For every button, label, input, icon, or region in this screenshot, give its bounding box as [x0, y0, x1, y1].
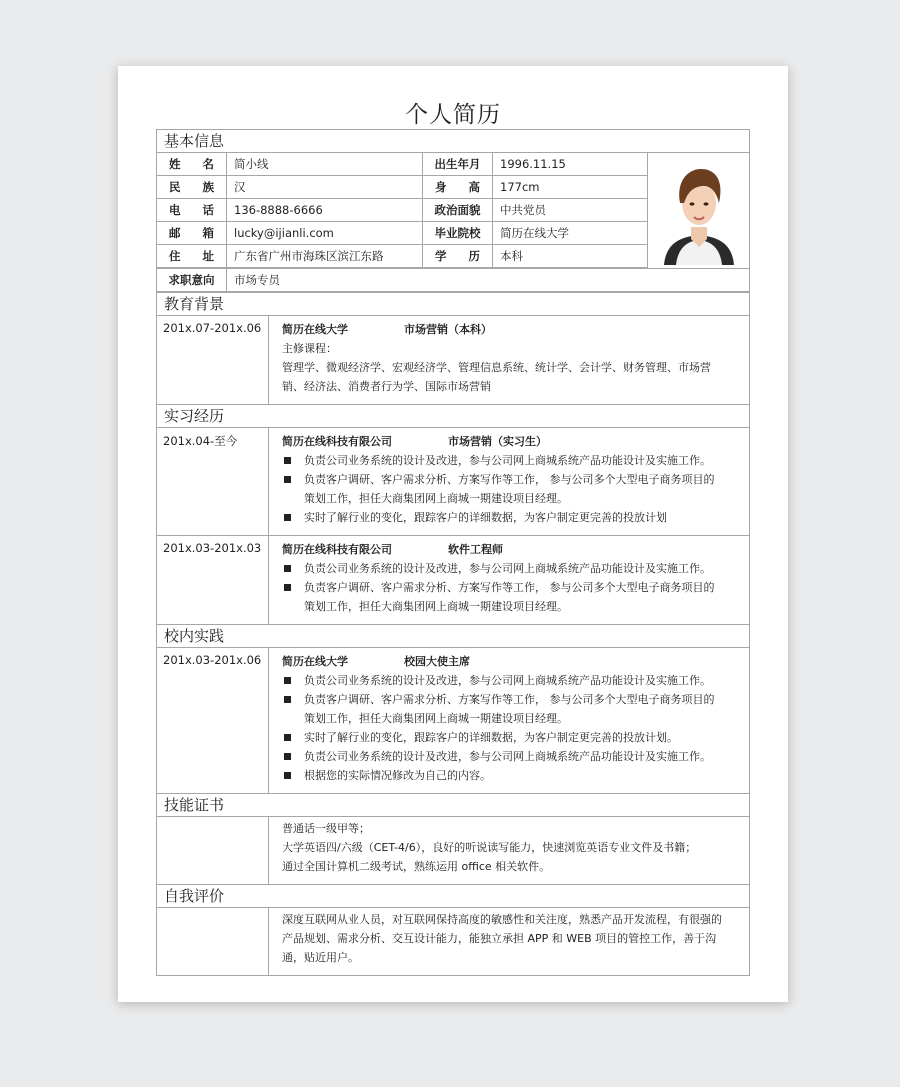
entry-body	[269, 648, 749, 793]
entry-header	[282, 540, 743, 559]
political-label: 政治面貌	[423, 199, 493, 221]
entry-line: 产品规划、需求分析、交互设计能力，能独立承担 APP 和 WEB 项目的管控工作，善于沟	[282, 932, 717, 945]
bullet-item: 负责客户调研、客户需求分析、方案写作等工作， 参与公司多个大型电子商务项目的 策划工作，担任大商集团网上商城一期建设项目经理。	[282, 470, 743, 508]
phone-label: 电 话	[157, 199, 227, 221]
birth-label: 出生年月	[423, 153, 493, 175]
intent-label: 求职意向	[157, 269, 227, 291]
degree-value: 本科	[500, 249, 523, 263]
section-title-skills: 技能证书	[157, 794, 749, 817]
bullet-item: 负责公司业务系统的设计及改进，参与公司网上商城系统产品功能设计及实施工作。	[282, 671, 743, 690]
entry-line: 深度互联网从业人员，对互联网保持高度的敏感性和关注度，熟悉产品开发流程，有很强的	[282, 913, 722, 926]
entry-line: 通，贴近用户。	[282, 951, 359, 964]
section-title-evaluation: 自我评价	[157, 885, 749, 908]
bullet-item: 实时了解行业的变化，跟踪客户的详细数据，为客户制定更完善的投放计划。	[282, 728, 743, 747]
bullet-item: 实时了解行业的变化，跟踪客户的详细数据，为客户制定更完善的投放计划	[282, 508, 743, 527]
entry-body	[269, 428, 749, 535]
entry-header	[282, 652, 743, 671]
entry-line: 销、经济法、消费者行为学、国际市场营销	[282, 380, 491, 393]
entry-header	[282, 320, 743, 339]
entry-body	[269, 817, 749, 884]
height-label: 身 高	[423, 176, 493, 198]
entry-role: 市场营销（实习生）	[448, 435, 547, 448]
basic-row	[157, 153, 647, 176]
basic-row	[157, 222, 647, 245]
entry-line: 普通话一级甲等；	[282, 822, 370, 835]
internship-entry	[157, 536, 749, 625]
section-title-basic: 基本信息	[157, 130, 749, 153]
entry-line: 管理学、微观经济学、宏观经济学、管理信息系统、统计学、会计学、财务管理、市场营	[282, 361, 711, 374]
entry-org: 简历在线科技有限公司	[282, 435, 392, 448]
skills-entry	[157, 817, 749, 885]
political-value: 中共党员	[500, 203, 546, 217]
entry-line: 大学英语四/六级（CET-4/6），良好的听说读写能力，快速浏览英语专业文件及书籍；	[282, 841, 697, 854]
basic-row	[157, 245, 647, 268]
entry-org: 简历在线科技有限公司	[282, 543, 392, 556]
entry-date-empty	[157, 817, 269, 884]
resume-page	[118, 66, 788, 1002]
ethnic-label: 民 族	[157, 176, 227, 198]
bullet-item: 根据您的实际情况修改为自己的内容。	[282, 766, 743, 785]
basic-info-grid	[157, 153, 647, 268]
phone-value: 136-8888-6666	[227, 199, 423, 221]
internship-entry	[157, 428, 749, 536]
basic-info	[157, 153, 749, 269]
basic-row	[157, 269, 749, 292]
name-value: 简小线	[227, 153, 423, 175]
entry-body	[269, 908, 749, 975]
birth-value: 1996.11.15	[500, 157, 566, 171]
entry-org: 简历在线大学	[282, 655, 348, 668]
bullet-item: 负责公司业务系统的设计及改进，参与公司网上商城系统产品功能设计及实施工作。	[282, 747, 743, 766]
school-label: 毕业院校	[423, 222, 493, 244]
entry-date: 201x.07-201x.06	[157, 316, 269, 404]
email-value: lucky@ijianli.com	[227, 222, 423, 244]
entry-line: 通过全国计算机二级考试，熟练运用 office 相关软件。	[282, 860, 551, 873]
entry-body	[269, 536, 749, 624]
ethnic-value: 汉	[227, 176, 423, 198]
resume-table	[156, 129, 750, 976]
basic-row	[157, 176, 647, 199]
bullet-item: 负责公司业务系统的设计及改进，参与公司网上商城系统产品功能设计及实施工作。	[282, 451, 743, 470]
entry-role: 软件工程师	[448, 543, 503, 556]
entry-header	[282, 432, 743, 451]
basic-row	[157, 199, 647, 222]
degree-label: 学 历	[423, 245, 493, 267]
entry-org: 简历在线大学	[282, 323, 348, 336]
section-title-education: 教育背景	[157, 292, 749, 316]
address-label: 住 址	[157, 245, 227, 267]
school-value: 简历在线大学	[500, 226, 569, 240]
avatar	[658, 157, 740, 265]
name-label: 姓 名	[157, 153, 227, 175]
entry-role: 校园大使主席	[404, 655, 470, 668]
entry-role: 市场营销（本科）	[404, 323, 492, 336]
bullet-item: 负责客户调研、客户需求分析、方案写作等工作， 参与公司多个大型电子商务项目的 策划工作，担任大商集团网上商城一期建设项目经理。	[282, 578, 743, 616]
section-title-internship: 实习经历	[157, 405, 749, 428]
education-entry	[157, 316, 749, 405]
entry-date: 201x.04-至今	[157, 428, 269, 535]
profile-photo	[647, 153, 749, 268]
entry-date: 201x.03-201x.03	[157, 536, 269, 624]
page-title: 个人简历	[405, 102, 501, 128]
bullet-item: 负责公司业务系统的设计及改进，参与公司网上商城系统产品功能设计及实施工作。	[282, 559, 743, 578]
bullet-item: 负责客户调研、客户需求分析、方案写作等工作， 参与公司多个大型电子商务项目的 策划工作，担任大商集团网上商城一期建设项目经理。	[282, 690, 743, 728]
email-label: 邮 箱	[157, 222, 227, 244]
campus-entry	[157, 648, 749, 794]
entry-body	[269, 316, 749, 404]
intent-value: 市场专员	[234, 273, 280, 287]
height-value: 177cm	[500, 180, 540, 194]
entry-date: 201x.03-201x.06	[157, 648, 269, 793]
entry-line: 主修课程：	[282, 342, 337, 355]
address-value: 广东省广州市海珠区滨江东路	[227, 245, 423, 267]
entry-date-empty	[157, 908, 269, 975]
evaluation-entry	[157, 908, 749, 975]
section-title-campus: 校内实践	[157, 625, 749, 648]
